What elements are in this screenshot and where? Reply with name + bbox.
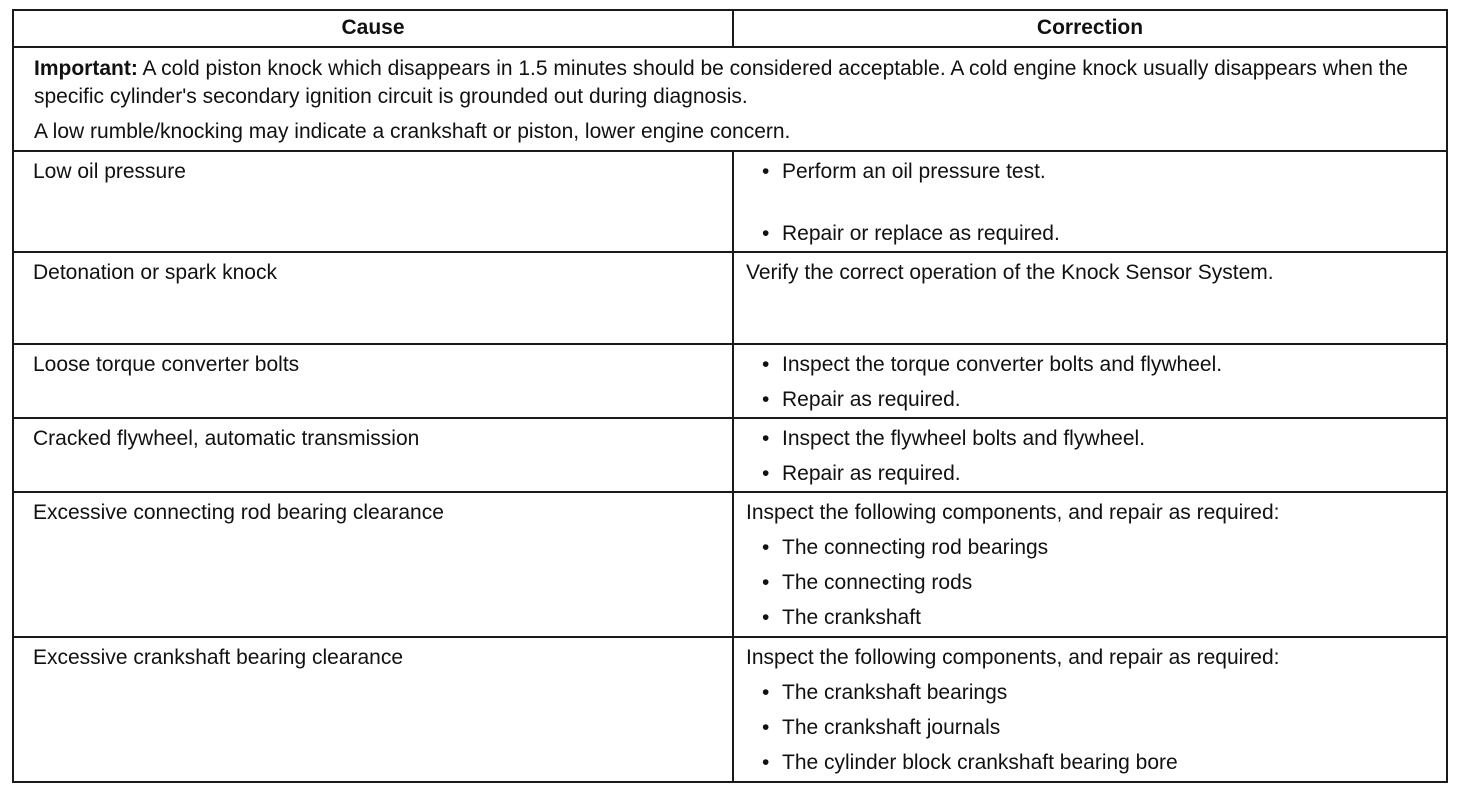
list-item [746, 710, 1446, 745]
list-item [746, 675, 1446, 710]
cause-cell: Detonation or spark knock [14, 253, 734, 343]
cause-cell: Low oil pressure [14, 152, 734, 251]
bullet-icon: • [762, 353, 770, 376]
cause-cell: Cracked flywheel, automatic transmission [14, 419, 734, 491]
list-item-text: Inspect the torque converter bolts and flywheel. [782, 353, 1223, 376]
bullet-icon: • [762, 681, 770, 704]
important-label: Important: [34, 57, 138, 80]
list-item-text: Repair as required. [782, 462, 961, 485]
cause-cell: Excessive crankshaft bearing clearance [14, 638, 734, 781]
correction-list [746, 530, 1446, 635]
list-item [746, 530, 1446, 565]
list-item-text: Inspect the flywheel bolts and flywheel. [782, 427, 1146, 450]
list-item-text: The connecting rod bearings [782, 536, 1049, 559]
important-text: A cold piston knock which disappears in 1.5 minutes should be considered acceptable. A cold engine knock usually disappears when the specific cylinder's secondary ignition circuit is grounded out during diagnosis. [34, 57, 1408, 108]
list-item [746, 565, 1446, 600]
bullet-icon: • [762, 462, 770, 485]
bullet-icon: • [762, 160, 770, 183]
bullet-icon: • [762, 536, 770, 559]
list-item-text: The crankshaft bearings [782, 681, 1008, 704]
bullet-icon: • [762, 222, 770, 245]
cause-cell: Excessive connecting rod bearing clearance [14, 493, 734, 636]
important-note-paragraph [34, 55, 1446, 111]
list-item [746, 347, 1446, 382]
bullet-icon: • [762, 427, 770, 450]
correction-list [746, 154, 1446, 251]
table-row [14, 150, 1446, 251]
list-item [746, 745, 1446, 780]
list-item-text: Repair as required. [782, 388, 961, 411]
list-item-text: The cylinder block crankshaft bearing bore [782, 751, 1178, 774]
cause-column-header: Cause [14, 11, 734, 46]
list-item-text: The crankshaft [782, 606, 921, 629]
correction-intro: Inspect the following components, and repair as required: [746, 501, 1280, 524]
important-note [14, 48, 1446, 150]
table-row [14, 636, 1446, 781]
bullet-icon: • [762, 388, 770, 411]
correction-intro: Inspect the following components, and repair as required: [746, 646, 1280, 669]
important-note-row [14, 46, 1446, 150]
list-item [746, 421, 1446, 456]
correction-cell [734, 253, 1446, 343]
bullet-icon: • [762, 606, 770, 629]
list-item-text: The crankshaft journals [782, 716, 1001, 739]
list-item [746, 216, 1446, 251]
list-item [746, 382, 1446, 417]
list-item-text: Perform an oil pressure test. [782, 160, 1046, 183]
correction-list [746, 675, 1446, 780]
correction-list [746, 421, 1446, 491]
table-row [14, 251, 1446, 343]
cause-cell: Loose torque converter bolts [14, 345, 734, 417]
correction-cell [734, 152, 1446, 251]
diagnosis-table [12, 9, 1448, 783]
list-item [746, 154, 1446, 189]
correction-cell [734, 345, 1446, 417]
correction-cell [734, 419, 1446, 491]
table-row [14, 491, 1446, 636]
correction-intro: Verify the correct operation of the Knock Sensor System. [746, 261, 1274, 284]
table-row [14, 417, 1446, 491]
correction-column-header: Correction [1036, 16, 1144, 39]
list-item-text: Repair or replace as required. [782, 222, 1060, 245]
correction-cell [734, 493, 1446, 636]
table-header-row [14, 11, 1446, 46]
important-note-secondary: A low rumble/knocking may indicate a crankshaft or piston, lower engine concern. [34, 120, 791, 143]
correction-list [746, 347, 1446, 417]
list-item-text: The connecting rods [782, 571, 973, 594]
list-item [746, 600, 1446, 635]
bullet-icon: • [762, 716, 770, 739]
correction-cell [734, 638, 1446, 781]
list-item [746, 456, 1446, 491]
bullet-icon: • [762, 751, 770, 774]
bullet-icon: • [762, 571, 770, 594]
table-row [14, 343, 1446, 417]
